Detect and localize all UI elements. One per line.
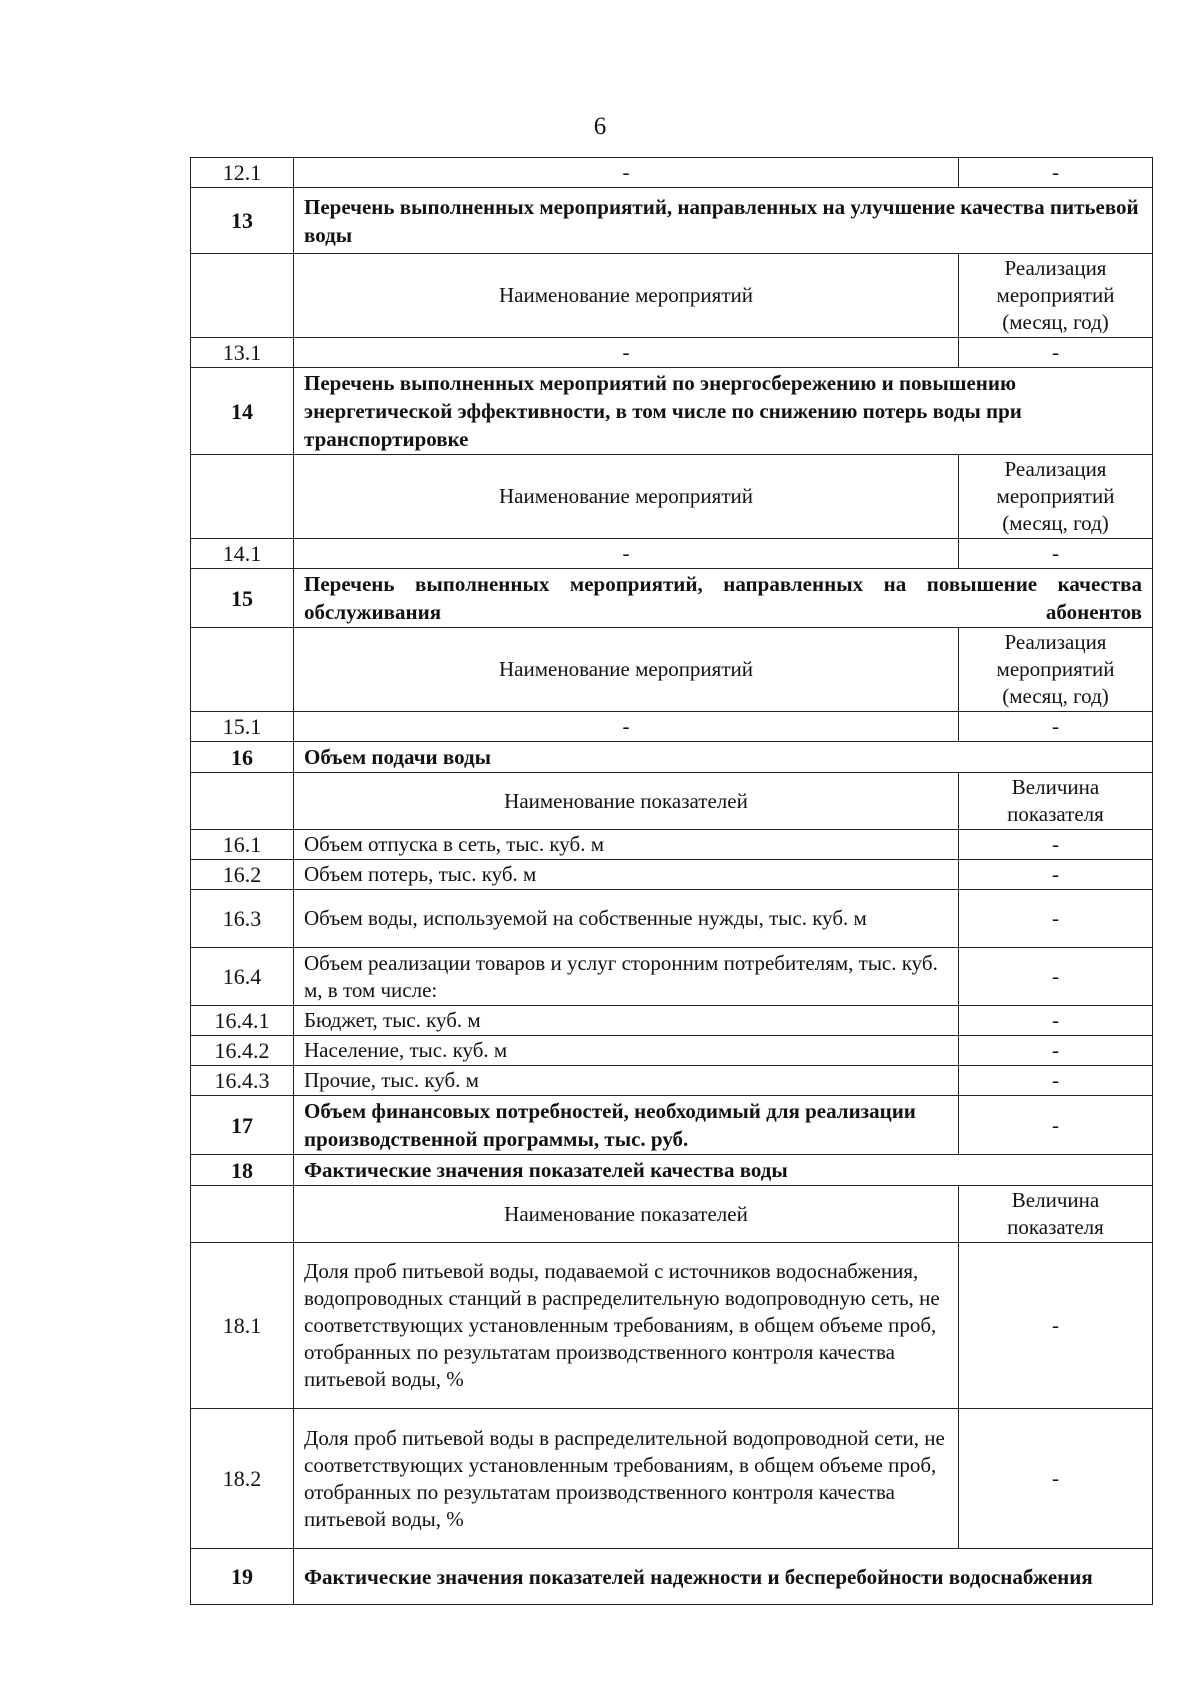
row-value: - bbox=[959, 890, 1153, 948]
section-title: Фактические значения показателей надежности и бесперебойности водоснабжения bbox=[294, 1549, 1153, 1605]
row-number: 16.4.2 bbox=[191, 1036, 294, 1066]
row-name: Доля проб питьевой воды в распределительной водопроводной сети, не соответствующих установленным требованиям, в общем объеме проб, отобранных по результатам производственного контроля качества питьевой воды, % bbox=[294, 1409, 959, 1549]
row-name: - bbox=[294, 338, 959, 368]
row-number: 14.1 bbox=[191, 539, 294, 569]
section-number: 19 bbox=[191, 1549, 294, 1605]
indicators-name-header: Наименование показателей bbox=[294, 1186, 959, 1243]
section-row bbox=[191, 368, 1153, 455]
row-value: - bbox=[959, 860, 1153, 890]
row-value: - bbox=[959, 539, 1153, 569]
section-title: Фактические значения показателей качества воды bbox=[294, 1155, 1153, 1186]
row-name: Объем воды, используемой на собственные нужды, тыс. куб. м bbox=[294, 890, 959, 948]
row-value: - bbox=[959, 948, 1153, 1006]
measures-name-header: Наименование мероприятий bbox=[294, 628, 959, 712]
empty-cell bbox=[191, 628, 294, 712]
row-number: 16.3 bbox=[191, 890, 294, 948]
section-number: 17 bbox=[191, 1096, 294, 1155]
table-row bbox=[191, 1066, 1153, 1096]
section-number: 15 bbox=[191, 569, 294, 628]
row-name: Объем отпуска в сеть, тыс. куб. м bbox=[294, 830, 959, 860]
row-number: 12.1 bbox=[191, 158, 294, 188]
empty-cell bbox=[191, 1186, 294, 1243]
column-header-row bbox=[191, 254, 1153, 338]
measures-implementation-header: Реализация мероприятий (месяц, год) bbox=[959, 455, 1153, 539]
empty-cell bbox=[191, 773, 294, 830]
table-row bbox=[191, 338, 1153, 368]
row-number: 16.4.3 bbox=[191, 1066, 294, 1096]
section-number: 14 bbox=[191, 368, 294, 455]
row-name: Объем потерь, тыс. куб. м bbox=[294, 860, 959, 890]
section-number: 16 bbox=[191, 742, 294, 773]
measures-implementation-header: Реализация мероприятий (месяц, год) bbox=[959, 628, 1153, 712]
production-program-table bbox=[190, 157, 1153, 1605]
section-title: Объем финансовых потребностей, необходимый для реализации производственной программы, тыс. руб. bbox=[294, 1096, 959, 1155]
row-value: - bbox=[959, 1243, 1153, 1409]
table-row bbox=[191, 890, 1153, 948]
column-header-row bbox=[191, 628, 1153, 712]
row-name: - bbox=[294, 712, 959, 742]
measures-implementation-header: Реализация мероприятий (месяц, год) bbox=[959, 254, 1153, 338]
row-number: 16.2 bbox=[191, 860, 294, 890]
section-title: Перечень выполненных мероприятий, направленных на улучшение качества питьевой воды bbox=[294, 188, 1153, 254]
section-row bbox=[191, 742, 1153, 773]
row-name: Прочие, тыс. куб. м bbox=[294, 1066, 959, 1096]
empty-cell bbox=[191, 455, 294, 539]
row-number: 18.1 bbox=[191, 1243, 294, 1409]
measures-name-header: Наименование мероприятий bbox=[294, 254, 959, 338]
row-value: - bbox=[959, 338, 1153, 368]
table-row bbox=[191, 1243, 1153, 1409]
section-row bbox=[191, 1549, 1153, 1605]
page-number: 6 bbox=[593, 113, 607, 140]
table-row bbox=[191, 712, 1153, 742]
section-row bbox=[191, 1096, 1153, 1155]
row-value: - bbox=[959, 1036, 1153, 1066]
row-number: 18.2 bbox=[191, 1409, 294, 1549]
section-number: 13 bbox=[191, 188, 294, 254]
indicators-name-header: Наименование показателей bbox=[294, 773, 959, 830]
row-name: - bbox=[294, 539, 959, 569]
table-row bbox=[191, 830, 1153, 860]
indicators-value-header: Величина показателя bbox=[959, 773, 1153, 830]
row-name: Объем реализации товаров и услуг сторонним потребителям, тыс. куб. м, в том числе: bbox=[294, 948, 959, 1006]
column-header-row bbox=[191, 1186, 1153, 1243]
row-number: 16.1 bbox=[191, 830, 294, 860]
measures-name-header: Наименование мероприятий bbox=[294, 455, 959, 539]
table-row bbox=[191, 539, 1153, 569]
row-value: - bbox=[959, 1096, 1153, 1155]
row-value: - bbox=[959, 712, 1153, 742]
indicators-value-header: Величина показателя bbox=[959, 1186, 1153, 1243]
section-number: 18 bbox=[191, 1155, 294, 1186]
row-name: Население, тыс. куб. м bbox=[294, 1036, 959, 1066]
section-row bbox=[191, 1155, 1153, 1186]
table-row bbox=[191, 1409, 1153, 1549]
column-header-row bbox=[191, 455, 1153, 539]
column-header-row bbox=[191, 773, 1153, 830]
table-row bbox=[191, 1006, 1153, 1036]
row-name: - bbox=[294, 158, 959, 188]
row-value: - bbox=[959, 1409, 1153, 1549]
section-title: Перечень выполненных мероприятий, направленных на повышение качества обслуживания абонентов bbox=[294, 569, 1153, 628]
empty-cell bbox=[191, 254, 294, 338]
row-value: - bbox=[959, 158, 1153, 188]
row-value: - bbox=[959, 1006, 1153, 1036]
table-row bbox=[191, 1036, 1153, 1066]
section-title: Объем подачи воды bbox=[294, 742, 1153, 773]
table-row bbox=[191, 948, 1153, 1006]
row-name: Бюджет, тыс. куб. м bbox=[294, 1006, 959, 1036]
row-number: 13.1 bbox=[191, 338, 294, 368]
section-title: Перечень выполненных мероприятий по энергосбережению и повышению энергетической эффективности, в том числе по снижению потерь воды при транспортировке bbox=[294, 368, 1153, 455]
row-value: - bbox=[959, 830, 1153, 860]
section-row bbox=[191, 569, 1153, 628]
row-number: 16.4.1 bbox=[191, 1006, 294, 1036]
table-row bbox=[191, 158, 1153, 188]
row-number: 15.1 bbox=[191, 712, 294, 742]
table-row bbox=[191, 860, 1153, 890]
section-row bbox=[191, 188, 1153, 254]
row-value: - bbox=[959, 1066, 1153, 1096]
row-number: 16.4 bbox=[191, 948, 294, 1006]
row-name: Доля проб питьевой воды, подаваемой с источников водоснабжения, водопроводных станций в распределительную водопроводную сеть, не соответствующих установленным требованиям, в общем объеме проб, отобранных по результатам производственного контроля качества питьевой воды, % bbox=[294, 1243, 959, 1409]
